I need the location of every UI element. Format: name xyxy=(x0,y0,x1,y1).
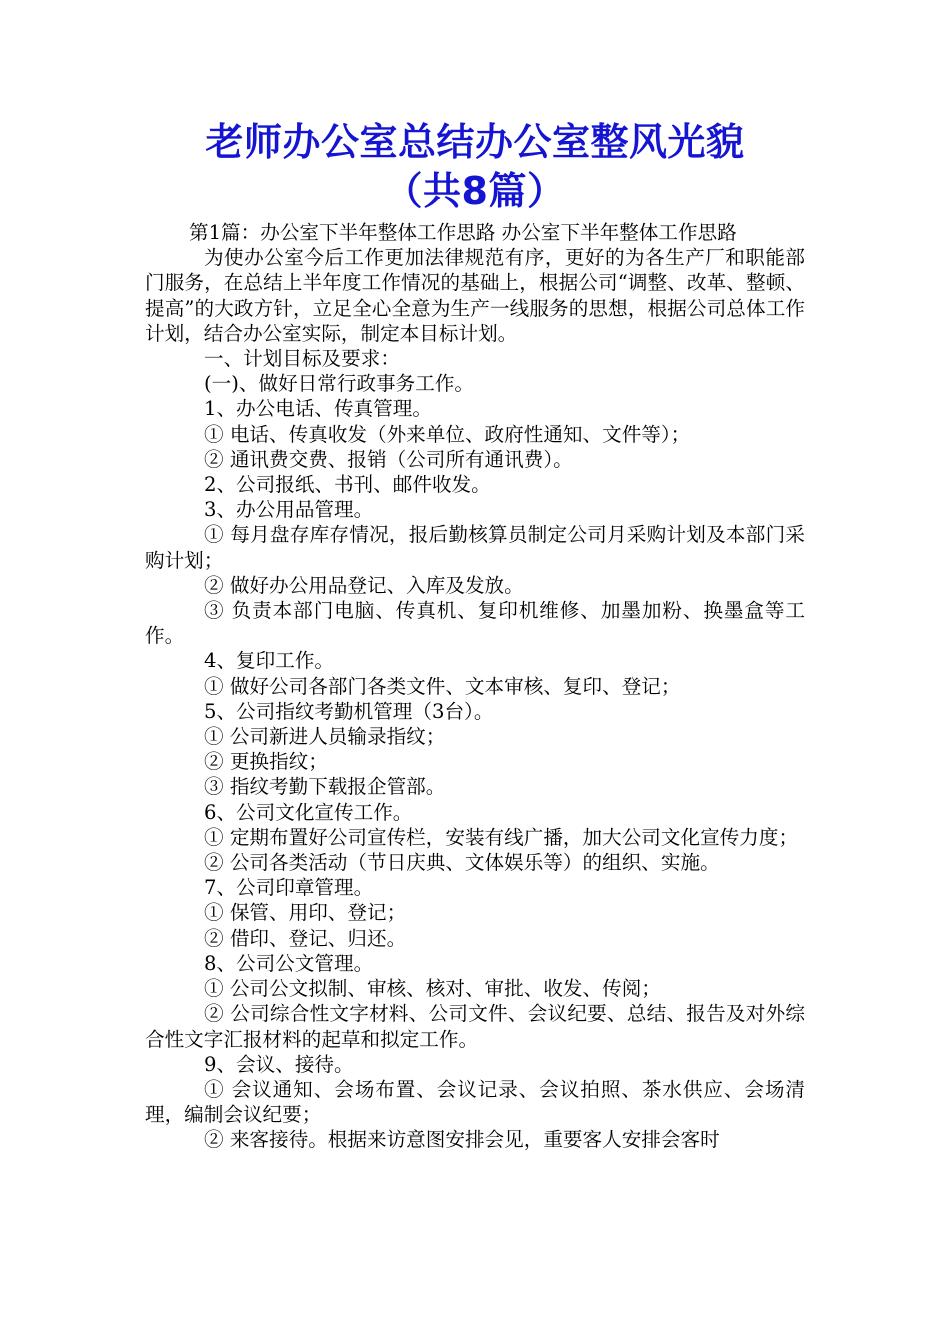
paragraph: 6、公司文化宣传工作。 xyxy=(204,800,413,824)
paragraph: 2、公司报纸、书刊、邮件收发。 xyxy=(204,473,491,497)
paragraph: ① 每月盘存库存情况，报后勤核算员制定公司月采购计划及本部门采购计划； xyxy=(145,523,805,572)
paragraph: ② 公司综合性文字材料、公司文件、会议纪要、总结、报告及对外综合性文字汇报材料的起草和拟定工作。 xyxy=(145,1002,805,1051)
title-line-2: （共8篇） xyxy=(384,169,566,213)
paragraph: 一、计划目标及要求： xyxy=(204,347,400,371)
paragraph: 3、办公用品管理。 xyxy=(204,498,374,522)
paragraph: ① 定期布置好公司宣传栏，安装有线广播，加大公司文化宣传力度； xyxy=(204,825,799,849)
paragraph: 9、会议、接待。 xyxy=(204,1052,354,1076)
document-content xyxy=(145,118,805,1153)
paragraph: ① 公司新进人员输录指纹； xyxy=(204,725,446,749)
paragraph: ② 做好办公用品登记、入库及发放。 xyxy=(204,573,524,597)
document-title xyxy=(145,118,805,216)
paragraph: ① 保管、用印、登记； xyxy=(204,901,407,925)
document-body xyxy=(145,220,805,1153)
paragraph: ② 公司各类活动（节日庆典、文体娱乐等）的组织、实施。 xyxy=(204,851,720,875)
paragraph: ① 电话、传真收发（外来单位、政府性通知、文件等）； xyxy=(204,422,691,446)
paragraph: 为使办公室今后工作更加法律规范有序，更好的为各生产厂和职能部门服务，在总结上半年度工作情况的基础上，根据公司“调整、改革、整顿、提高”的大政方针，立足全心全意为生产一线服务的思想，根据公司总体工作计划，结合办公室实际，制定本目标计划。 xyxy=(145,246,805,345)
paragraph: 第1篇：办公室下半年整体工作思路 办公室下半年整体工作思路 xyxy=(189,221,737,244)
paragraph: ③ 指纹考勤下载报企管部。 xyxy=(204,775,446,799)
paragraph: ③ 负责本部门电脑、传真机、复印机维修、加墨加粉、换墨盒等工作。 xyxy=(145,599,805,648)
paragraph: ② 通讯费交费、报销（公司所有通讯费）。 xyxy=(204,447,573,471)
paragraph: ① 公司公文拟制、审核、核对、审批、收发、传阅； xyxy=(204,977,661,1001)
title-line-1: 老师办公室总结办公室整风光貌 xyxy=(205,120,745,164)
paragraph: ① 做好公司各部门各类文件、文本审核、复印、登记； xyxy=(204,674,681,698)
paragraph: ② 借印、登记、归还。 xyxy=(204,926,407,950)
paragraph: 5、公司指纹考勤机管理（3台）。 xyxy=(204,699,494,723)
paragraph: ② 来客接待。根据来访意图安排会见，重要客人安排会客时 xyxy=(204,1128,720,1152)
paragraph: 4、复印工作。 xyxy=(204,649,335,673)
paragraph: ① 会议通知、会场布置、会议记录、会议拍照、茶水供应、会场清理，编制会议纪要； xyxy=(145,1077,805,1127)
paragraph: ② 更换指纹； xyxy=(204,750,328,774)
paragraph: 7、公司印章管理。 xyxy=(204,876,374,900)
paragraph: (一)、做好日常行政事务工作。 xyxy=(204,372,475,396)
paragraph: 8、公司公文管理。 xyxy=(204,951,374,975)
paragraph: 1、办公电话、传真管理。 xyxy=(204,397,432,421)
